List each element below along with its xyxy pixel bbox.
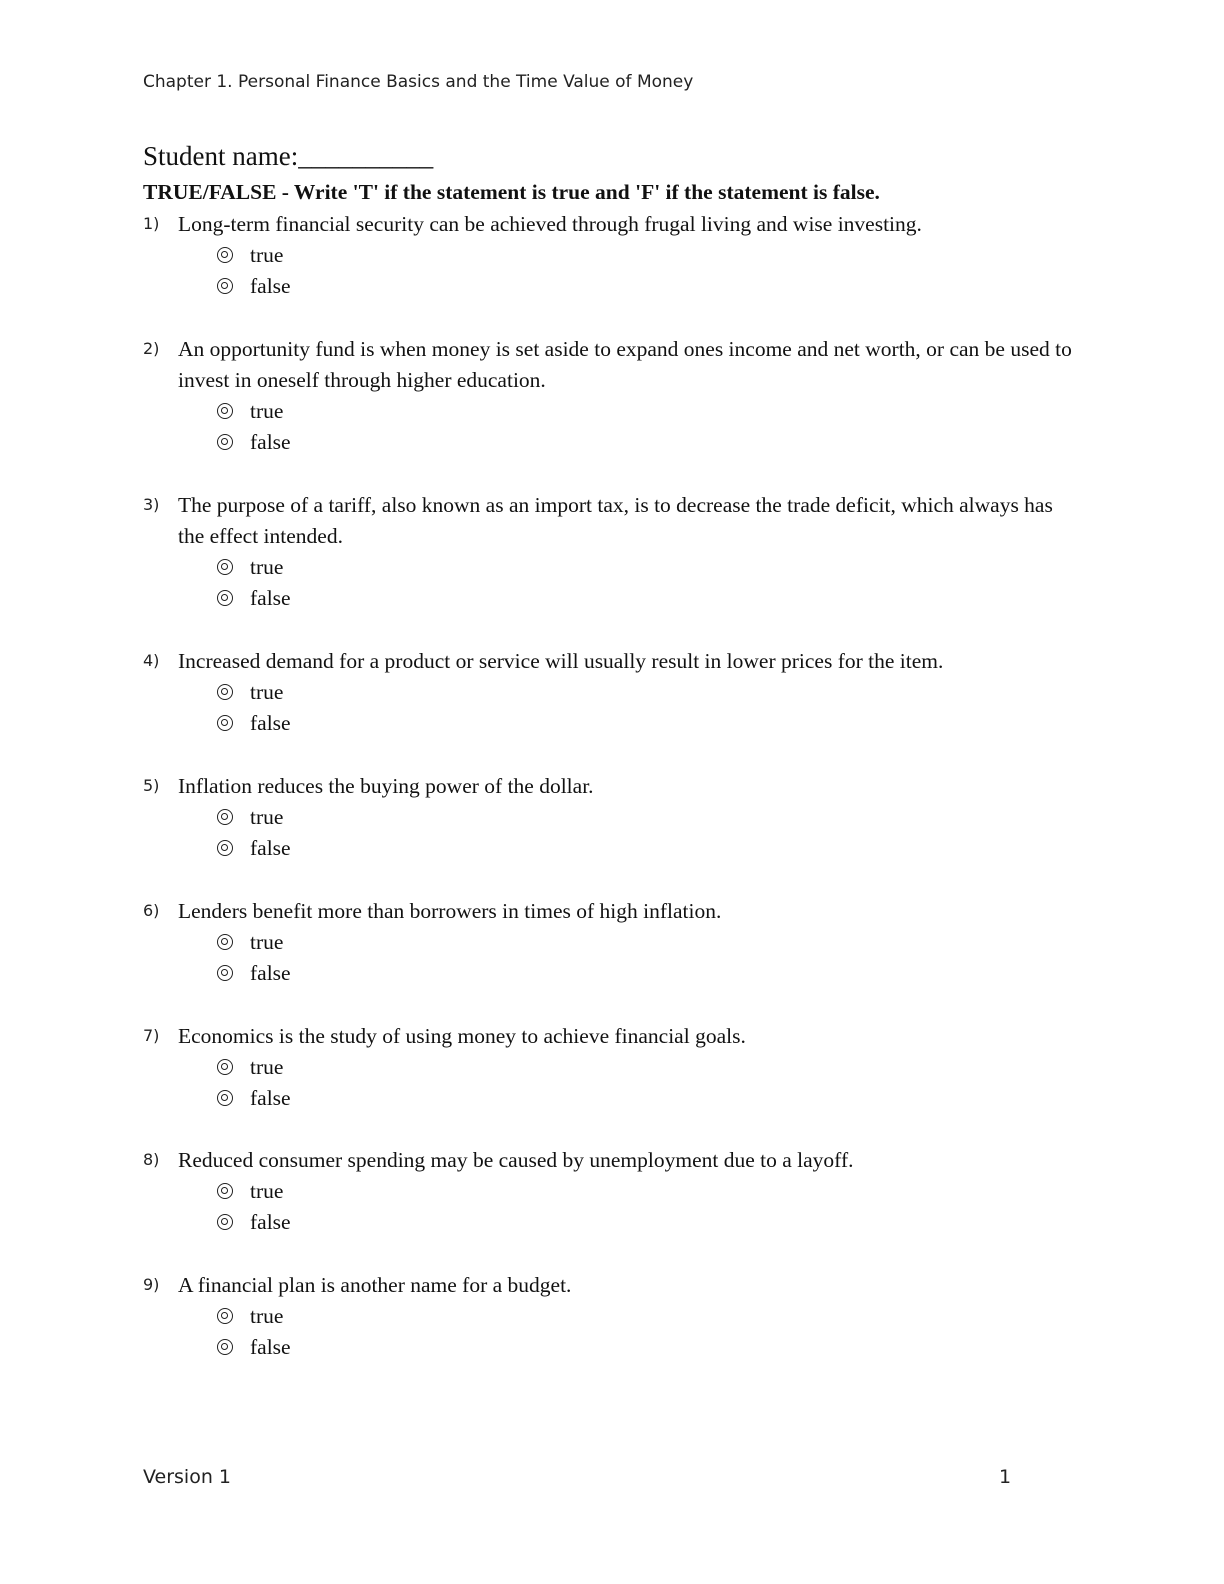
question-number: 8) xyxy=(143,1150,160,1169)
radio-button-icon[interactable] xyxy=(217,1090,233,1106)
question-number: 4) xyxy=(143,651,160,670)
question-number: 6) xyxy=(143,901,160,920)
radio-button-icon[interactable] xyxy=(217,809,233,825)
option-true[interactable] xyxy=(143,802,1083,833)
question-8 xyxy=(143,1145,1083,1238)
answer-options xyxy=(143,927,1083,989)
question-number: 5) xyxy=(143,776,160,795)
question-text: Lenders benefit more than borrowers in times of high inflation. xyxy=(178,899,722,923)
option-true[interactable] xyxy=(143,1176,1083,1207)
option-label: true xyxy=(250,680,284,704)
option-label: false xyxy=(250,711,291,735)
option-false[interactable] xyxy=(143,271,1083,302)
option-label: true xyxy=(250,805,284,829)
radio-button-icon[interactable] xyxy=(217,840,233,856)
question-text: Reduced consumer spending may be caused by unemployment due to a layoff. xyxy=(178,1148,854,1172)
answer-options xyxy=(143,240,1083,302)
radio-button-icon[interactable] xyxy=(217,965,233,981)
option-label: false xyxy=(250,274,291,298)
option-label: true xyxy=(250,1055,284,1079)
student-name-line: Student name:__________ xyxy=(143,141,434,171)
question-6 xyxy=(143,896,1083,989)
radio-button-icon[interactable] xyxy=(217,1339,233,1355)
option-label: true xyxy=(250,555,284,579)
option-true[interactable] xyxy=(143,677,1083,708)
radio-button-icon[interactable] xyxy=(217,684,233,700)
option-label: false xyxy=(250,1335,291,1359)
option-true[interactable] xyxy=(143,240,1083,271)
option-true[interactable] xyxy=(143,927,1083,958)
radio-button-icon[interactable] xyxy=(217,434,233,450)
question-9 xyxy=(143,1270,1083,1363)
question-5 xyxy=(143,771,1083,864)
question-text: Increased demand for a product or service will usually result in lower prices for the item. xyxy=(178,649,944,673)
answer-options xyxy=(143,1176,1083,1238)
radio-button-icon[interactable] xyxy=(217,715,233,731)
answer-options xyxy=(143,1301,1083,1363)
option-label: false xyxy=(250,586,291,610)
radio-button-icon[interactable] xyxy=(217,1308,233,1324)
question-number: 1) xyxy=(143,214,160,233)
radio-button-icon[interactable] xyxy=(217,1183,233,1199)
option-false[interactable] xyxy=(143,1207,1083,1238)
option-label: false xyxy=(250,836,291,860)
radio-button-icon[interactable] xyxy=(217,278,233,294)
answer-options xyxy=(143,396,1083,458)
option-false[interactable] xyxy=(143,958,1083,989)
option-false[interactable] xyxy=(143,708,1083,739)
option-true[interactable] xyxy=(143,1301,1083,1332)
option-false[interactable] xyxy=(143,833,1083,864)
answer-options xyxy=(143,677,1083,739)
question-4 xyxy=(143,646,1083,739)
question-number: 7) xyxy=(143,1026,160,1045)
radio-button-icon[interactable] xyxy=(217,247,233,263)
radio-button-icon[interactable] xyxy=(217,934,233,950)
question-text: Long-term financial security can be achieved through frugal living and wise investing. xyxy=(178,212,922,236)
option-true[interactable] xyxy=(143,396,1083,427)
footer-version: Version 1 xyxy=(143,1466,231,1488)
chapter-header: Chapter 1. Personal Finance Basics and the Time Value of Money xyxy=(143,72,694,92)
section-instructions: TRUE/FALSE - Write 'T' if the statement is true and 'F' if the statement is false. xyxy=(143,180,880,204)
option-label: false xyxy=(250,1086,291,1110)
option-label: true xyxy=(250,1179,284,1203)
option-label: false xyxy=(250,1210,291,1234)
question-number: 9) xyxy=(143,1275,160,1294)
option-false[interactable] xyxy=(143,1083,1083,1114)
question-number: 2) xyxy=(143,339,160,358)
question-text: A financial plan is another name for a budget. xyxy=(178,1273,572,1297)
question-text: The purpose of a tariff, also known as an import tax, is to decrease the trade deficit, which always has the effect intended. xyxy=(178,493,1053,548)
option-label: true xyxy=(250,1304,284,1328)
answer-options xyxy=(143,552,1083,614)
answer-options xyxy=(143,802,1083,864)
footer-page-number: 1 xyxy=(999,1466,1012,1488)
option-label: true xyxy=(250,399,284,423)
question-3 xyxy=(143,490,1083,614)
radio-button-icon[interactable] xyxy=(217,559,233,575)
option-true[interactable] xyxy=(143,1052,1083,1083)
question-number: 3) xyxy=(143,495,160,514)
question-text: An opportunity fund is when money is set aside to expand ones income and net worth, or can be used to invest in oneself through higher education. xyxy=(178,337,1072,392)
question-2 xyxy=(143,334,1083,458)
radio-button-icon[interactable] xyxy=(217,1214,233,1230)
question-1 xyxy=(143,209,1083,302)
question-text: Economics is the study of using money to achieve financial goals. xyxy=(178,1024,746,1048)
radio-button-icon[interactable] xyxy=(217,1059,233,1075)
option-false[interactable] xyxy=(143,427,1083,458)
option-label: true xyxy=(250,930,284,954)
option-true[interactable] xyxy=(143,552,1083,583)
radio-button-icon[interactable] xyxy=(217,403,233,419)
option-false[interactable] xyxy=(143,583,1083,614)
question-7 xyxy=(143,1021,1083,1114)
radio-button-icon[interactable] xyxy=(217,590,233,606)
option-label: false xyxy=(250,430,291,454)
option-label: false xyxy=(250,961,291,985)
option-label: true xyxy=(250,243,284,267)
answer-options xyxy=(143,1052,1083,1114)
question-text: Inflation reduces the buying power of the dollar. xyxy=(178,774,594,798)
option-false[interactable] xyxy=(143,1332,1083,1363)
